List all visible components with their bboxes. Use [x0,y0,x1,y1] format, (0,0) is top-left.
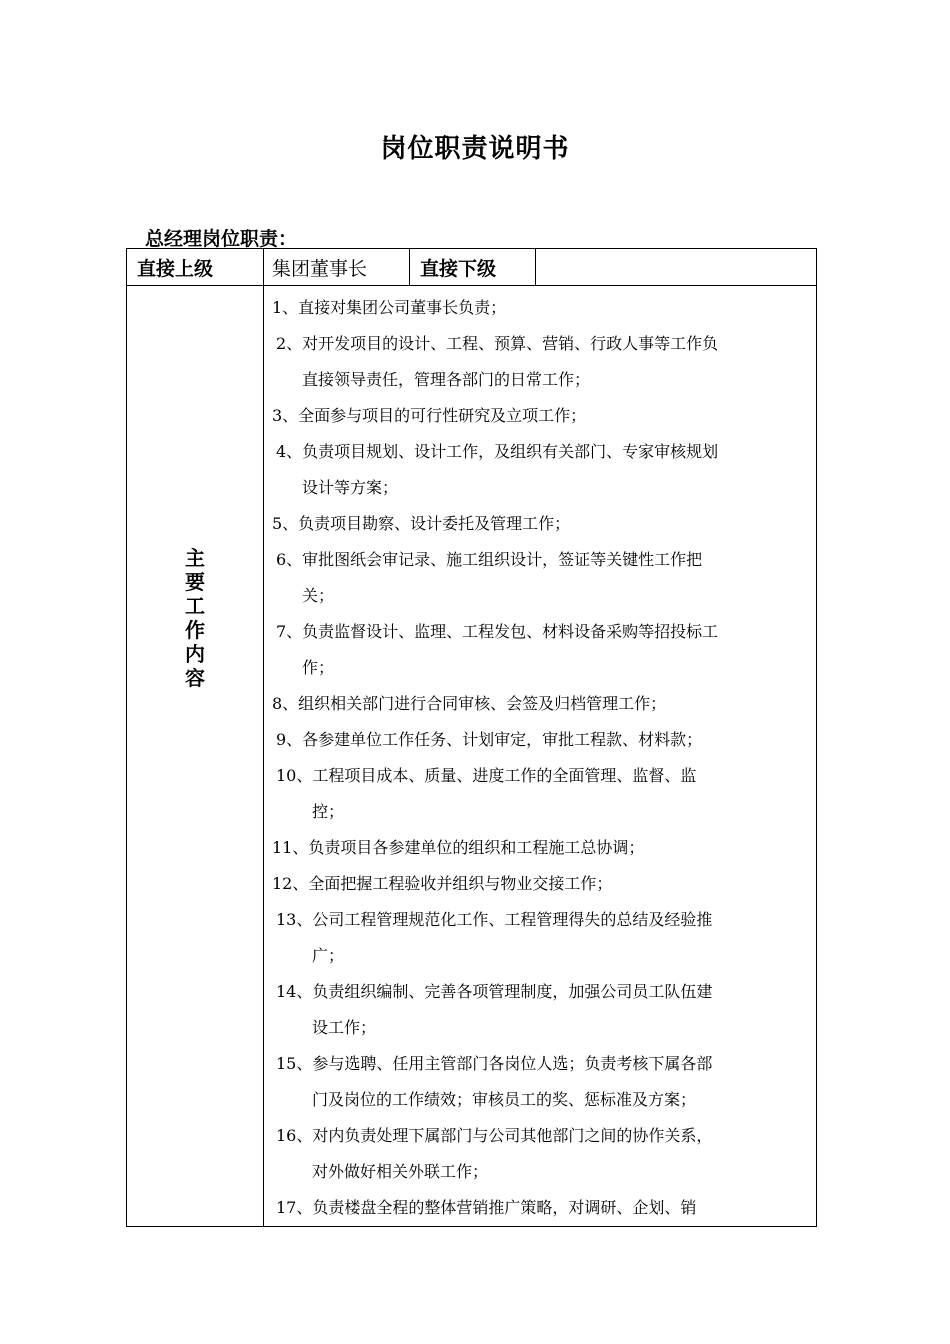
duty-item [272,830,806,866]
label-char: 要 [185,570,205,594]
duty-item [272,1118,806,1190]
duty-item [272,506,806,542]
subordinate-label: 直接下级 [410,249,536,286]
content-row [127,286,817,1227]
duty-item [272,902,806,974]
duty-item-line: 2、对开发项目的设计、工程、预算、营销、行政人事等工作负 [276,334,719,353]
superior-label: 直接上级 [127,249,264,286]
superior-value: 集团董事长 [264,249,410,286]
duty-item-line: 9、各参建单位工作任务、计划审定，审批工程款、材料款； [276,730,703,749]
header-row [127,249,817,286]
duty-item-line: 13、公司工程管理规范化工作、工程管理得失的总结及经验推 [276,910,713,929]
duty-item-line: 对外做好相关外联工作； [312,1162,489,1181]
label-char: 主 [185,546,205,570]
duty-item [272,434,806,506]
duty-item-line: 设工作； [312,1018,377,1037]
duty-item [272,290,806,326]
label-char: 内 [185,642,205,666]
subordinate-value [536,249,817,286]
duty-item-line: 1、直接对集团公司董事长负责； [272,298,507,317]
label-char: 作 [185,618,205,642]
duty-item-line: 10、工程项目成本、质量、进度工作的全面管理、监督、监 [276,766,697,785]
duty-item-line: 16、对内负责处理下属部门与公司其他部门之间的协作关系， [276,1126,713,1145]
main-work-content-label [127,286,264,1227]
duty-item [272,686,806,722]
label-char: 容 [185,666,205,690]
duty-item-line: 7、负责监督设计、监理、工程发包、材料设备采购等招投标工 [276,622,719,641]
duty-item [272,542,806,614]
duties-cell [264,286,817,1227]
duty-item [272,326,806,398]
duty-item [272,866,806,902]
duty-item-line: 门及岗位的工作绩效；审核员工的奖、惩标准及方案； [312,1090,697,1109]
duty-item [272,722,806,758]
duty-item-line: 14、负责组织编制、完善各项管理制度，加强公司员工队伍建 [276,982,713,1001]
duty-item-line: 关； [302,586,335,605]
duty-item-line: 控； [312,802,345,821]
duty-item-line: 3、全面参与项目的可行性研究及立项工作； [272,406,587,425]
duty-item [272,1046,806,1118]
duty-item-line: 6、审批图纸会审记录、施工组织设计，签证等关键性工作把 [276,550,703,569]
duty-item-line: 直接领导责任，管理各部门的日常工作； [302,370,591,389]
duty-item-line: 15、参与选聘、任用主管部门各岗位人选；负责考核下属各部 [276,1054,713,1073]
duty-item [272,974,806,1046]
duty-item-line: 作； [302,658,335,677]
duty-item-line: 17、负责楼盘全程的整体营销推广策略，对调研、企划、销 [276,1198,697,1217]
duty-item-line: 12、全面把握工程验收并组织与物业交接工作； [272,874,613,893]
duty-item-line: 广； [312,946,345,965]
duty-item-line: 4、负责项目规划、设计工作，及组织有关部门、专家审核规划 [276,442,719,461]
duty-item [272,614,806,686]
duty-item [272,398,806,434]
duty-item-line: 5、负责项目勘察、设计委托及管理工作； [272,514,571,533]
duty-item-line: 8、组织相关部门进行合同审核、会签及归档管理工作； [272,694,667,713]
page-title: 岗位职责说明书 [380,134,570,164]
duty-item [272,1190,806,1226]
label-char: 工 [185,594,205,618]
duty-table [126,248,817,1227]
section-subtitle: 总经理岗位职责： [145,228,298,250]
duty-item-line: 11、负责项目各参建单位的组织和工程施工总协调； [272,838,645,857]
duty-item [272,758,806,830]
duties-list [264,286,816,1226]
duty-item-line: 设计等方案； [302,478,399,497]
